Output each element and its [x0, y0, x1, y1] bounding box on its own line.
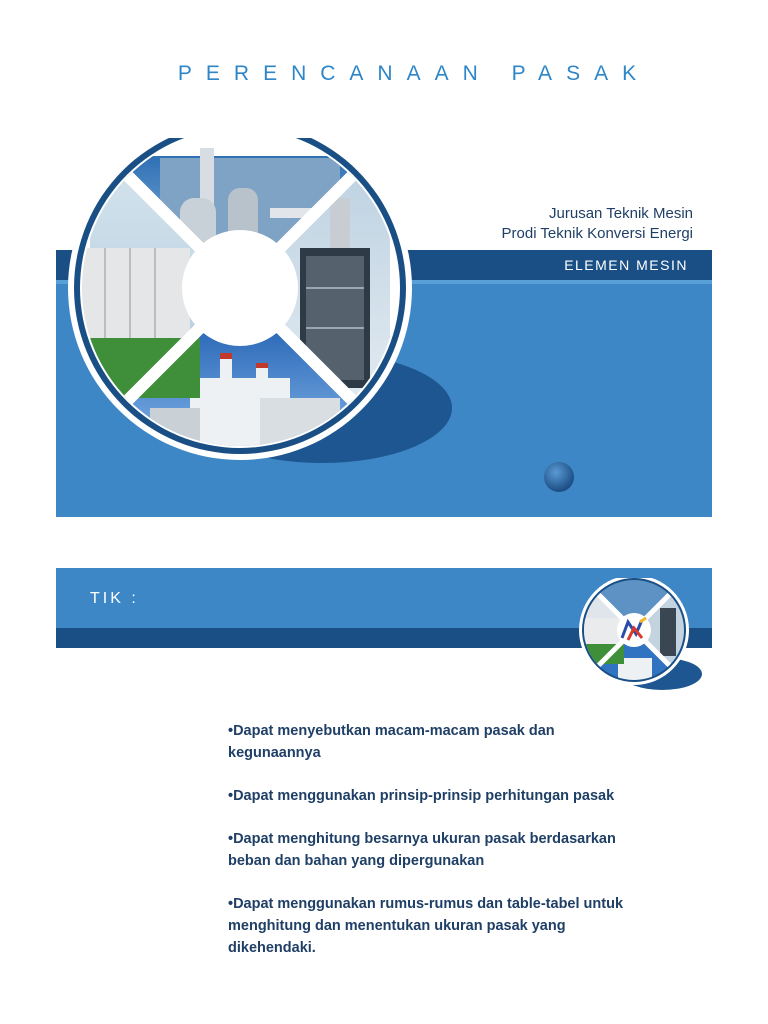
department-block — [502, 204, 693, 244]
small-photo-emblem — [578, 578, 704, 694]
objective-item: •Dapat menghitung besarnya ukuran pasak berdasarkan beban dan bahan yang dipergunakan — [228, 831, 616, 869]
objective-item: •Dapat menggunakan prinsip-prinsip perhitungan pasak — [228, 788, 615, 804]
page-title: PERENCANAAN PASAK — [177, 62, 651, 85]
tik-heading: TIK : — [90, 590, 139, 607]
objectives-list — [228, 720, 648, 980]
department-line-2: Prodi Teknik Konversi Energi — [501, 225, 693, 242]
subject-label: ELEMEN MESIN — [564, 257, 688, 273]
department-line-1: Jurusan Teknik Mesin — [549, 205, 693, 222]
decorative-dot — [544, 462, 574, 492]
objective-item: •Dapat menyebutkan macam-macam pasak dan kegunaannya — [228, 723, 555, 761]
power-plant-photo-emblem — [60, 138, 460, 478]
objective-item: •Dapat menggunakan rumus-rumus dan table-tabel untuk menghitung dan menentukan ukuran pasak yang dikehendaki. — [228, 896, 624, 956]
